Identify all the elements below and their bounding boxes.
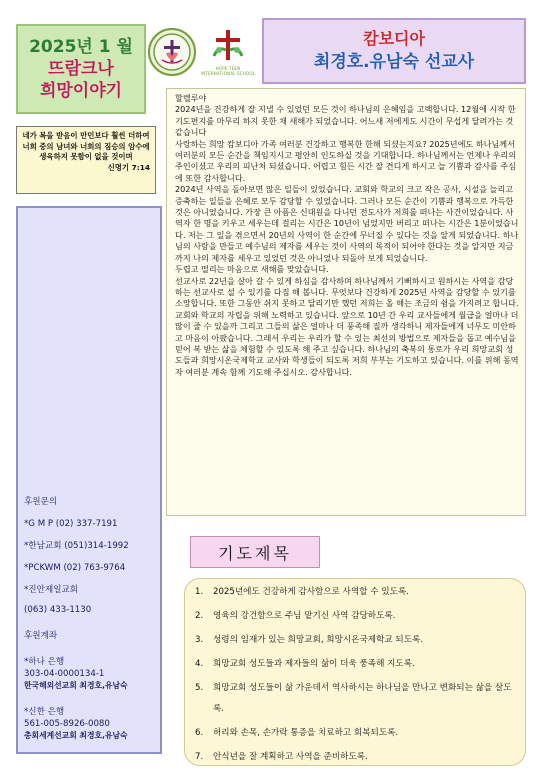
bible-verse-text: 네가 복을 받음이 만민보다 훨씬 더하여 너희 중의 남녀와 너희의 짐승의 암수에 생육하지 못함이 없을 것이며 [22,131,150,161]
prayer-item-text: 성령의 임재가 있는 희망교회, 희망시온국제학교 되도록. [213,635,424,645]
account-number: 303-04-0000134-1 [24,669,105,679]
prayer-item: 2. 영육의 강건함으로 주님 맡기신 사역 감당하도록. [195,611,517,627]
newsletter-title-box [16,24,146,114]
prayer-item: 5. 희망교회 성도들이 삶 가운데서 역사하시는 하나님을 만나고 변화되는 삶을 살도록. [195,683,517,720]
letter-paragraph: 2024년을 건강하게 잘 지낼 수 있었던 모든 것이 하나님의 은혜임을 고백합니다. 12월에 시작 한 기도편지를 마무리 하지 못한 채 새해가 되었습니다. 어느새 저에게도 시간이 무섭게 달려가는 것 같습니다 [175,104,516,138]
school-emblem-icon [208,26,248,66]
account-holder: 총회세계선교회 최경호,유남숙 [24,731,128,740]
missionary-names: 최경호.유남숙 선교사 [313,52,475,72]
missionary-box [262,18,526,84]
bible-verse-reference: 신명기 7:14 [107,162,150,172]
letter-greeting: 할렐루야 [175,93,207,103]
prayer-item-text: 2025년에도 건강하게 감사함으로 사역할 수 있도록. [213,587,409,597]
newsletter-subtitle: 희망이야기 [39,81,123,101]
prayer-letter [166,88,526,516]
mission-country: 캄보디아 [363,29,425,48]
contact-line: *진안제일교회 [24,585,79,595]
prayer-item: 7. 안식년을 잘 계획하고 사역을 준비하도록. [195,752,517,768]
account-bank: *신한 은행 [24,707,65,717]
bible-verse-box [16,126,156,194]
prayer-item-text: 안식년을 잘 계획하고 사역을 준비하도록. [213,752,368,762]
prayer-requests-box [184,578,526,766]
prayer-item: 3. 성령의 임재가 있는 희망교회, 희망시온국제학교 되도록. [195,635,517,651]
letter-paragraph: 선교사로 22년을 살아 갈 수 있게 하심을 감사하며 하나님께서 기뻐하시고 원하시는 사역을 감당하는 선교사로 설 수 있기를 다짐 해 봅니다. 무엇보다 건강하게 2025년 사역을 감당할 수 있기를 소망합니다. 또한 그동안 쉬지 못하고 달리기만 했던 저희는 올 해는 조금의 쉼을 가지려고 합니다. 교회와 학교의 자립을 위해 노력하고 있습니다. 앞으로 10년 간 우리 교사들에게 월급을 얼마나 더 많이 줄 수 있을까 그리고 그들의 삶은 얼마나 더 풍족해 질까 생각하니 제자들에게 너무도 미안하고 마음이 아팠습니다. 그래서 우리는 우리가 할 수 있는 최선의 방법으로 제자들을 돕고 예수님을 믿어 복 받는 삶을 체험할 수 있도록 해 주고 싶습니다. 하나님의 축복의 통로가 우리 희망교회 성도들과 희망시온국제학교 교사와 학생들이 되도록 저희 부부는 기도하고 있습니다. 이를 위해 동역자 여러분 계속 함께 기도해 주십시오. 감사합니다. [175,275,519,377]
school-logo [200,26,256,82]
account-number: 561-005-8926-0080 [24,719,110,729]
prayer-item-text: 허리와 손목, 손가락 통증을 치료하고 회복되도록. [213,728,399,738]
letter-paragraph: 사랑하는 희망 캄보디아 가족 여러분 건강하고 행복한 한해 되셨는지요? 2025년에도 하나님께서 여러분의 모든 순간을 책임지시고 평안히 인도하실 것을 기대합니다. 하나님께서는 언제나 우리의 주인이셨고 우리의 피난처 되셨습니다. 어렵고 힘든 시간 잘 견디게 하시고 늘 기쁨과 감사를 주심에 또한 감사합니다. [175,138,517,183]
account-header: 후원계좌 [24,631,58,641]
prayer-item: 4. 희망교회 성도들과 제자들의 삶이 더욱 풍족해 지도록. [195,659,517,675]
prayer-item: 6. 허리와 손목, 손가락 통증을 치료하고 회복되도록. [195,728,517,744]
prayer-item-text: 희망교회 성도들이 삶 가운데서 역사하시는 하나님을 만나고 변화되는 삶을 살도록. [213,683,512,714]
prayer-item-text: 영육의 강건함으로 주님 맡기신 사역 감당하도록. [213,611,396,621]
contact-line: *한남교회 (051)314-1992 [24,541,129,551]
prayer-requests-title: 기도제목 [190,536,320,568]
contact-line: *PCKWM (02) 763-9764 [24,563,126,573]
support-sidebar [16,206,162,754]
church-logo [148,28,196,76]
newsletter-date: 2025년 1 월 [29,37,133,57]
school-logo-caption: HOPE TEEN INTERNATIONAL SCHOOL [200,66,256,76]
account-holder: 한국해외선교회 최경호,유남숙 [24,681,128,690]
newsletter-name: 뜨람크나 [48,59,114,79]
church-emblem-icon [152,32,192,72]
contact-line: *G M P (02) 337-7191 [24,519,118,529]
account-bank: *하나 은행 [24,657,65,667]
contact-line: (063) 433-1130 [24,605,92,615]
letter-paragraph: 두렵고 떨리는 마음으로 새해를 맞았습니다. [175,264,329,275]
prayer-item: 1. 2025년에도 건강하게 감사함으로 사역할 수 있도록. [195,587,517,603]
prayer-item-text: 희망교회 성도들과 제자들의 삶이 더욱 풍족해 지도록. [213,659,415,669]
contact-header: 후원문의 [24,497,58,507]
letter-paragraph: 2024년 사역을 돌아보면 많은 일들이 있었습니다. 교회와 학교의 크고 작은 공사, 시설을 늘리고 증축하는 일들을 은혜로 모두 감당할 수 있었습니다. 그러나 모든 순간이 기쁨과 행복으로 가득한 것은 아니었습니다. 가장 큰 아픔은 신대원을 다니던 전도사가 저희를 떠나는 사건이었습니다. 사역자 한 명을 키우고 세우는데 걸리는 시간은 10년이 넘었지만 버리고 떠나는 시간은 1분이었습니다. 저는 그 일을 겪으면서 20년의 사역이 한 순간에 무너질 수 있다는 것을 알게 되었습니다. 하나님의 사람을 만들고 예수님의 제자를 세우는 것이 사역의 목적이 되어야 한다는 것을 알지만 지금까지 나의 제자를 세우고 있었던 것은 아니었나 되돌아 보게 되었습니다. [175,184,519,263]
